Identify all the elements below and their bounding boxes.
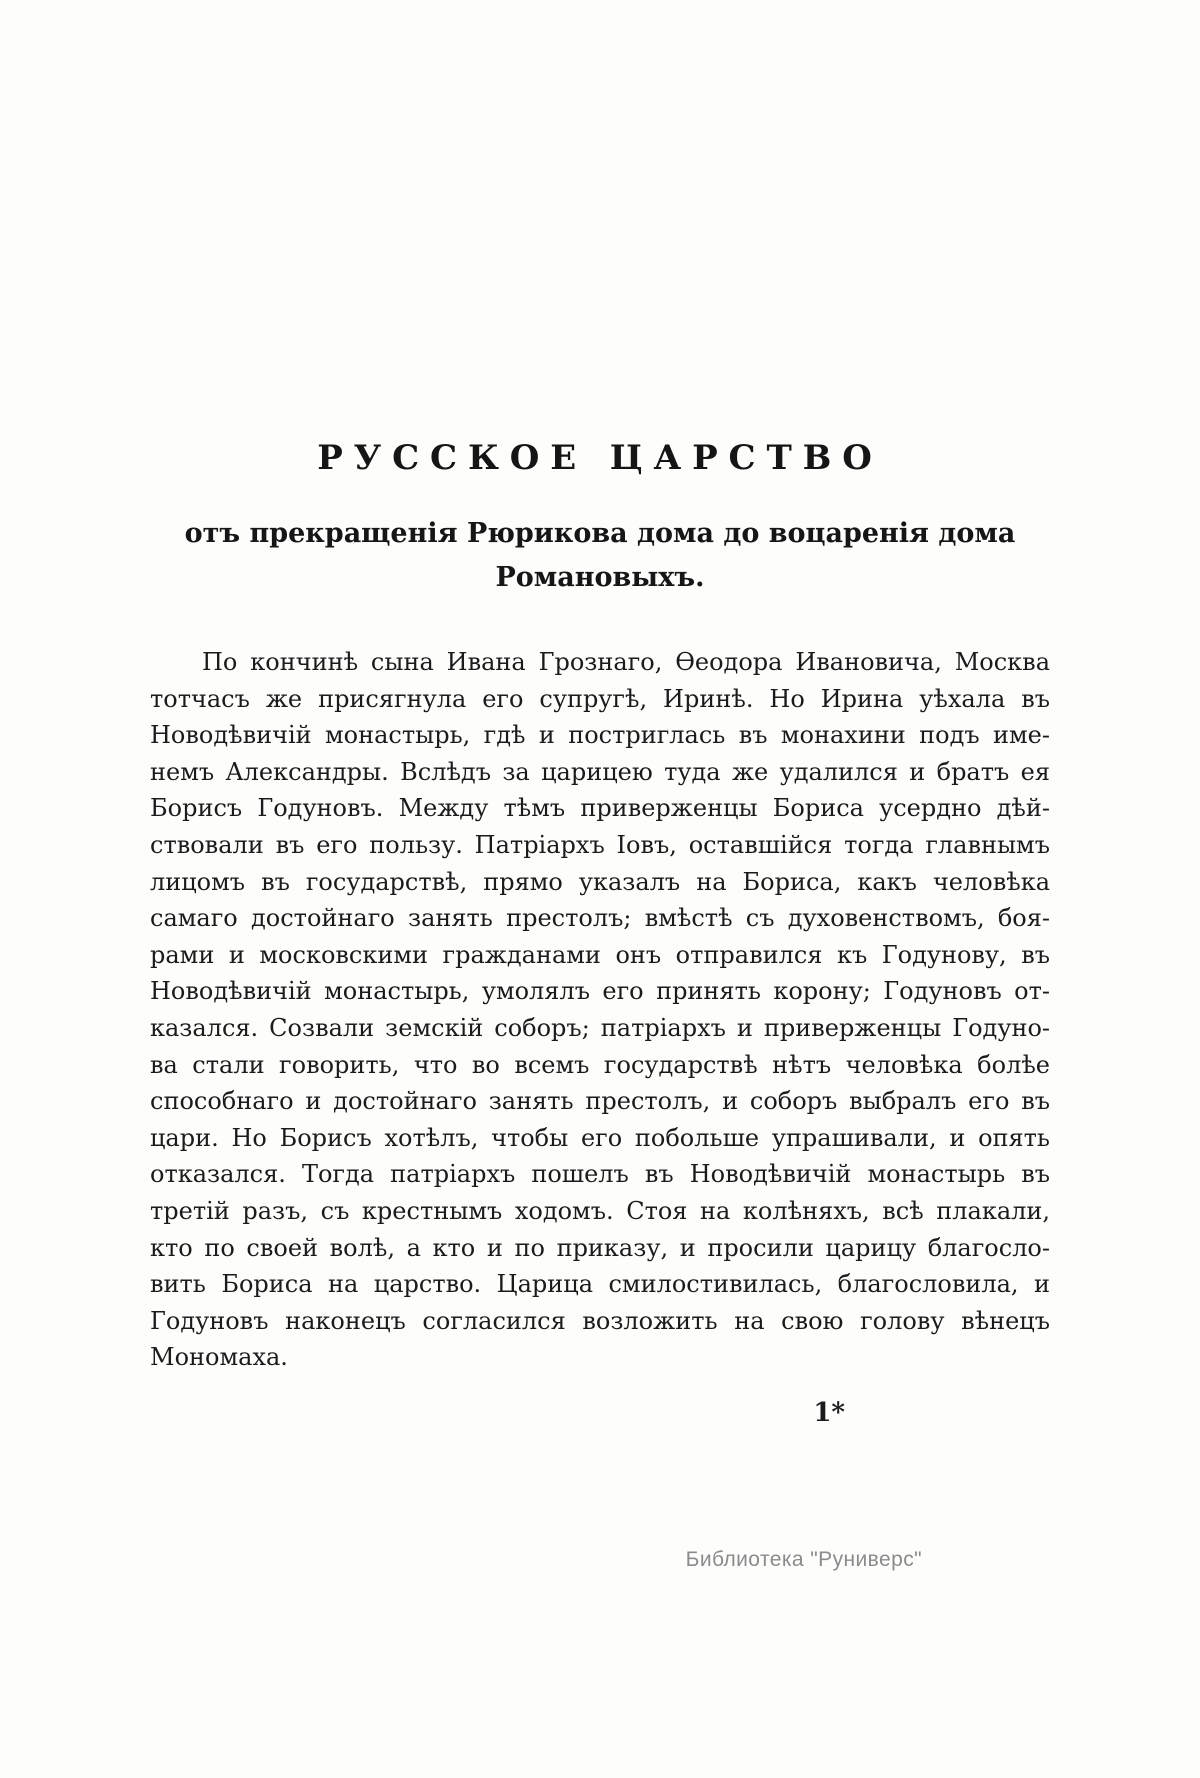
text-line: Годуновъ наконецъ согласился возложить на свою голову вѣнецъ: [150, 1306, 1050, 1335]
text-line: лицомъ въ государствѣ, прямо указалъ на Бориса, какъ человѣка: [150, 867, 1050, 896]
chapter-subtitle: [150, 512, 1050, 600]
text-line: Новодѣвичій монастырь, умолялъ его принять корону; Годуновъ от-: [150, 977, 1050, 1006]
body-paragraph: [150, 644, 1050, 1376]
library-watermark: Библиотека "Руниверс": [685, 1548, 922, 1571]
chapter-title: РУССКОЕ ЦАРСТВО: [317, 438, 883, 478]
text-line: По кончинѣ сына Ивана Грознаго, Ѳеодора Ивановича, Москва: [202, 648, 1050, 676]
chapter-subtitle-line: Романовыхъ.: [495, 562, 705, 593]
text-line: способнаго и достойнаго занять престолъ, и соборъ выбралъ его въ: [150, 1087, 1050, 1116]
text-line: Борисъ Годуновъ. Между тѣмъ приверженцы Бориса усердно дѣй-: [150, 794, 1050, 823]
text-line: Новодѣвичій монастырь, гдѣ и постриглась въ монахини подъ име-: [150, 721, 1050, 750]
text-line: Мономаха.: [150, 1343, 288, 1372]
text-line: третій разъ, съ крестнымъ ходомъ. Стоя на колѣняхъ, всѣ плакали,: [150, 1196, 1050, 1225]
text-line: рами и московскими гражданами онъ отправился къ Годунову, въ: [150, 940, 1050, 969]
text-line: ствовали въ его пользу. Патріархъ Іовъ, оставшійся тогда главнымъ: [150, 830, 1050, 859]
text-line: цари. Но Борисъ хотѣлъ, чтобы его побольше упрашивали, и опять: [150, 1123, 1050, 1152]
text-line: кто по своей волѣ, а кто и по приказу, и просили царицу благосло-: [150, 1233, 1050, 1262]
text-line: ва стали говорить, что во всемъ государствѣ нѣтъ человѣка болѣе: [150, 1050, 1050, 1079]
text-line: отказался. Тогда патріархъ пошелъ въ Новодѣвичій монастырь въ: [150, 1160, 1050, 1189]
page-signature: 1*: [813, 1397, 845, 1428]
text-line: казался. Созвали земскій соборъ; патріархъ и приверженцы Годуно-: [150, 1013, 1050, 1042]
text-line: тотчасъ же присягнула его супругѣ, Иринѣ. Но Ирина уѣхала въ: [150, 684, 1050, 713]
text-line: самаго достойнаго занять престолъ; вмѣстѣ съ духовенствомъ, боя-: [150, 904, 1050, 933]
text-line: немъ Александры. Вслѣдъ за царицею туда же удалился и братъ ея: [150, 757, 1050, 786]
text-line: вить Бориса на царство. Царица смилостивилась, благословила, и: [150, 1270, 1050, 1299]
chapter-subtitle-line: отъ прекращенія Рюрикова дома до воцаренія дома: [184, 518, 1016, 549]
